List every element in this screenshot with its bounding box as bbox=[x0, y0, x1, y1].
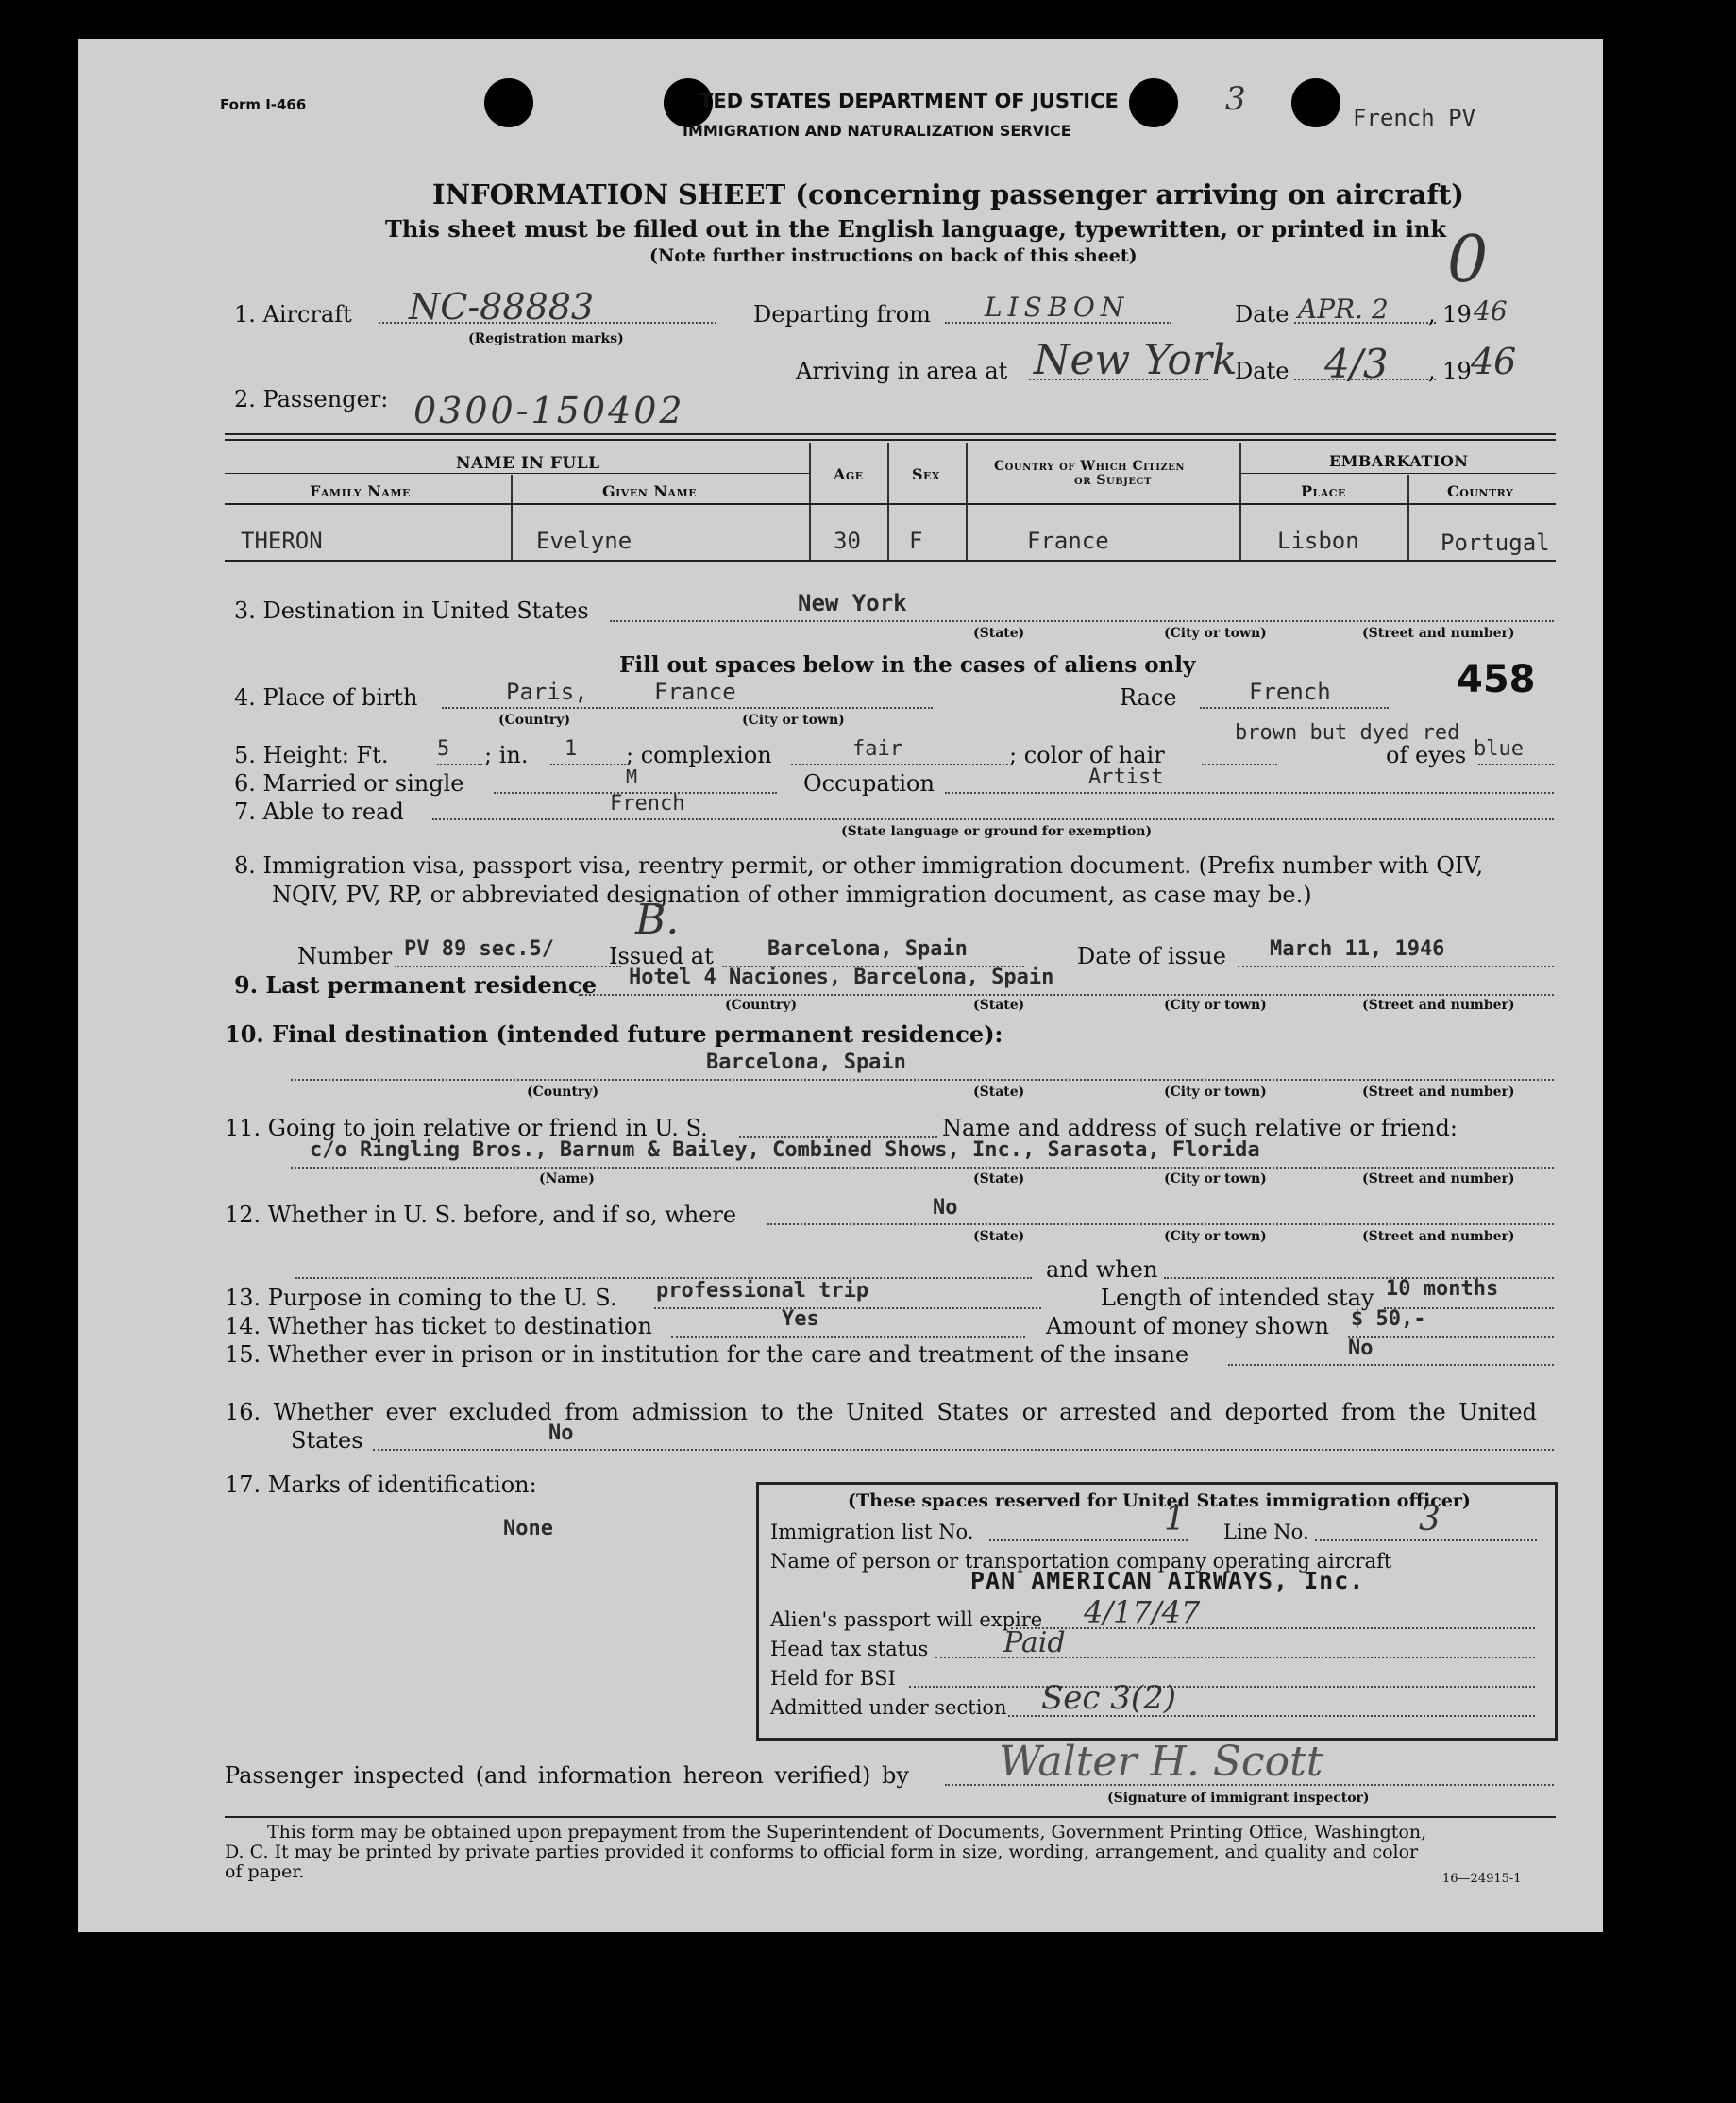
year-arrive: 46 bbox=[1471, 341, 1517, 382]
table-rule bbox=[225, 473, 809, 474]
citizen-header-2: or Subject bbox=[1074, 473, 1152, 488]
married-label: 6. Married or single bbox=[234, 770, 464, 797]
year-prefix: , 19 bbox=[1428, 358, 1472, 384]
hair-value: brown but dyed red bbox=[1235, 721, 1460, 745]
race-label: Race bbox=[1120, 684, 1177, 711]
excluded-text-1: 16. Whether ever excluded from admission to the United States or arrested and deported from the United bbox=[225, 1399, 1537, 1425]
headtax-value: Paid bbox=[1003, 1626, 1066, 1659]
form-number: Form I-466 bbox=[220, 96, 307, 113]
money-value: $ 50,- bbox=[1351, 1307, 1426, 1331]
form-code: 16—24915-1 bbox=[1442, 1872, 1522, 1886]
married-value: M bbox=[626, 765, 638, 788]
ticket-label: 14. Whether has ticket to destination bbox=[225, 1313, 652, 1339]
caption-street: (Street and number) bbox=[1362, 1229, 1515, 1244]
table-rule bbox=[225, 503, 1556, 505]
caption-state: (State) bbox=[973, 1229, 1025, 1244]
destination-value: New York bbox=[798, 590, 907, 616]
embarkation-header: EMBARKATION bbox=[1329, 452, 1469, 470]
bsi-label: Held for BSI bbox=[770, 1667, 896, 1690]
birthplace-label: 4. Place of birth bbox=[234, 684, 418, 711]
join-label-2: Name and address of such relative or friend: bbox=[942, 1115, 1458, 1141]
height-in-value: 1 bbox=[565, 737, 578, 761]
aliens-only-heading: Fill out spaces below in the cases of aliens only bbox=[619, 652, 1196, 678]
bsi-line bbox=[909, 1686, 1535, 1688]
footer-line-1: This form may be obtained upon prepayment from the Superintendent of Documents, Government Printing Office, Washington, bbox=[267, 1822, 1427, 1842]
destination-label: 3. Destination in United States bbox=[234, 597, 589, 624]
residence-line bbox=[579, 994, 1554, 996]
caption-city: (City or town) bbox=[1164, 1229, 1267, 1244]
marks-value: None bbox=[503, 1517, 553, 1540]
q8-text-1: 8. Immigration visa, passport visa, reentry permit, or other immigration document. (Prefix number with QIV, bbox=[234, 852, 1484, 879]
prison-line bbox=[1228, 1364, 1554, 1366]
eyes-value: blue bbox=[1474, 737, 1524, 761]
caption-country: (Country) bbox=[498, 713, 571, 728]
officer-box-header: (These spaces reserved for United States immigration officer) bbox=[848, 1490, 1471, 1511]
caption-country: (Country) bbox=[527, 1085, 599, 1100]
caption-street: (Street and number) bbox=[1362, 1085, 1515, 1100]
stamp-number: 458 bbox=[1457, 658, 1536, 701]
emb-place-value: Lisbon bbox=[1277, 528, 1359, 554]
issued-at-label: Issued at bbox=[609, 943, 714, 969]
caption-street: (Street and number) bbox=[1362, 1171, 1515, 1186]
doc-number-label: Number bbox=[297, 943, 393, 969]
occupation-label: Occupation bbox=[803, 770, 935, 797]
arriving-label: Arriving in area at bbox=[796, 358, 1008, 384]
stay-value: 10 months bbox=[1386, 1277, 1499, 1301]
place-header: Place bbox=[1301, 482, 1346, 500]
eyes-line bbox=[1478, 764, 1554, 765]
issued-at-value: Barcelona, Spain bbox=[767, 937, 968, 961]
race-line bbox=[1200, 707, 1389, 709]
height-ft-line bbox=[437, 764, 482, 765]
sex-header: Sex bbox=[912, 465, 940, 483]
aircraft-label: 1. Aircraft bbox=[234, 301, 352, 328]
family-name-value: THERON bbox=[241, 528, 323, 554]
height-in-line bbox=[550, 764, 626, 765]
ticket-value: Yes bbox=[782, 1307, 819, 1331]
caption-city: (City or town) bbox=[1164, 1085, 1267, 1100]
caption-state: (State) bbox=[973, 998, 1025, 1013]
table-divider bbox=[887, 443, 889, 560]
date-arrive-label: Date bbox=[1235, 358, 1289, 384]
excluded-text-2: States bbox=[291, 1427, 363, 1454]
list-no-value: 1 bbox=[1164, 1500, 1186, 1539]
eyes-label: of eyes bbox=[1386, 742, 1467, 768]
caption-state: (State) bbox=[973, 1085, 1025, 1100]
footer-rule bbox=[225, 1816, 1556, 1818]
occupation-line bbox=[945, 792, 1554, 794]
citizen-header-1: Country of Which Citizen bbox=[994, 459, 1185, 474]
purpose-line bbox=[654, 1307, 1041, 1309]
age-value: 30 bbox=[834, 528, 861, 554]
age-header: Age bbox=[834, 465, 864, 483]
doc-number-line bbox=[395, 966, 621, 967]
form-sheet bbox=[78, 39, 1603, 1932]
footer-line-3: of paper. bbox=[225, 1861, 305, 1882]
caption-name: (Name) bbox=[539, 1171, 595, 1186]
form-note: (Note further instructions on back of this sheet) bbox=[649, 245, 1138, 266]
list-no-line bbox=[989, 1539, 1188, 1541]
emb-country-value: Portugal bbox=[1441, 530, 1550, 556]
q8-text-2: NQIV, PV, RP, or abbreviated designation of other immigration document, as case may be.) bbox=[272, 882, 1312, 908]
destination-line bbox=[610, 620, 1554, 622]
purpose-value: professional trip bbox=[656, 1279, 869, 1303]
sex-value: F bbox=[909, 528, 923, 554]
inspector-signature: Walter H. Scott bbox=[999, 1738, 1323, 1786]
hair-line bbox=[1202, 764, 1277, 765]
signature-caption: (Signature of immigrant inspector) bbox=[1107, 1791, 1370, 1806]
before-value: No bbox=[933, 1196, 958, 1220]
section-label: Admitted under section bbox=[770, 1696, 1007, 1719]
aircraft-value: NC-88883 bbox=[409, 286, 595, 328]
height-label: 5. Height: Ft. bbox=[234, 742, 389, 768]
headtax-label: Head tax status bbox=[770, 1638, 929, 1660]
passport-label: Alien's passport will expire bbox=[770, 1608, 1043, 1631]
join-value-line bbox=[291, 1167, 1554, 1169]
section-value: Sec 3(2) bbox=[1041, 1679, 1177, 1717]
marks-label: 17. Marks of identification: bbox=[225, 1472, 537, 1498]
prison-value: No bbox=[1348, 1337, 1374, 1360]
complexion-label: ; complexion bbox=[626, 742, 772, 768]
table-rule-top2 bbox=[225, 439, 1556, 441]
height-in-label: ; in. bbox=[484, 742, 529, 768]
caption-city: (City or town) bbox=[1164, 1171, 1267, 1186]
birthplace-city: France bbox=[654, 679, 736, 705]
handwritten-mark: 0 bbox=[1447, 223, 1489, 297]
money-label: Amount of money shown bbox=[1046, 1313, 1329, 1339]
table-divider bbox=[1239, 443, 1241, 560]
corner-note: French PV bbox=[1353, 105, 1476, 131]
read-value: French bbox=[610, 792, 685, 816]
agency-line2: IMMIGRATION AND NATURALIZATION SERVICE bbox=[683, 122, 1071, 140]
punch-hole bbox=[1129, 78, 1178, 127]
date-depart-label: Date bbox=[1235, 301, 1289, 328]
agency-line1: TED STATES DEPARTMENT OF JUSTICE bbox=[699, 90, 1119, 112]
excluded-line bbox=[373, 1449, 1554, 1451]
join-label: 11. Going to join relative or friend in U. S. bbox=[225, 1115, 708, 1141]
form-title: INFORMATION SHEET (concerning passenger arriving on aircraft) bbox=[432, 178, 1465, 210]
before-label: 12. Whether in U. S. before, and if so, where bbox=[225, 1202, 737, 1228]
race-value: French bbox=[1249, 679, 1331, 705]
departing-label: Departing from bbox=[753, 301, 931, 328]
caption-street: (Street and number) bbox=[1362, 998, 1515, 1013]
list-no-label: Immigration list No. bbox=[770, 1521, 974, 1543]
year-depart: 46 bbox=[1474, 295, 1508, 327]
read-label: 7. Able to read bbox=[234, 799, 404, 825]
form-subtitle: This sheet must be filled out in the English language, typewritten, or printed in ink bbox=[385, 215, 1446, 243]
read-line bbox=[432, 818, 1554, 820]
residence-value: Hotel 4 Naciones, Barcelona, Spain bbox=[629, 966, 1054, 989]
line-no-line bbox=[1315, 1539, 1537, 1541]
q8-handmark: B. bbox=[635, 896, 680, 944]
table-rule-bottom bbox=[225, 560, 1556, 562]
complexion-line bbox=[791, 764, 1008, 765]
caption-street: (Street and number) bbox=[1362, 626, 1515, 641]
caption-city: (City or town) bbox=[742, 713, 845, 728]
table-divider bbox=[966, 443, 968, 560]
registration-caption: (Registration marks) bbox=[468, 331, 624, 346]
given-name-value: Evelyne bbox=[536, 528, 632, 554]
punch-hole bbox=[484, 78, 533, 127]
arriving-value: New York bbox=[1034, 336, 1238, 384]
birthplace-country: Paris, bbox=[506, 679, 588, 705]
year-prefix: , 19 bbox=[1428, 301, 1472, 328]
line-no-value: 3 bbox=[1419, 1500, 1441, 1539]
and-when-label: and when bbox=[1046, 1256, 1158, 1283]
company-label: Name of person or transportation company operating aircraft bbox=[770, 1550, 1392, 1573]
before-line bbox=[767, 1223, 1554, 1225]
date-arrive-value: 4/3 bbox=[1324, 341, 1389, 387]
family-name-header: Family Name bbox=[310, 482, 411, 500]
caption-city: (City or town) bbox=[1164, 998, 1267, 1013]
caption-state-language: (State language or ground for exemption) bbox=[841, 824, 1153, 839]
company-value: PAN AMERICAN AIRWAYS, Inc. bbox=[970, 1567, 1365, 1594]
given-name-header: Given Name bbox=[602, 482, 698, 500]
prison-label: 15. Whether ever in prison or in institution for the care and treatment of the insane bbox=[225, 1341, 1189, 1368]
table-divider bbox=[1407, 475, 1409, 560]
final-destination-line bbox=[291, 1079, 1554, 1081]
residence-label: 9. Last permanent residence bbox=[234, 971, 597, 999]
join-value: c/o Ringling Bros., Barnum & Bailey, Combined Shows, Inc., Sarasota, Florida bbox=[310, 1138, 1260, 1162]
occupation-value: Artist bbox=[1088, 765, 1164, 789]
inspection-label: Passenger inspected (and information hereon verified) by bbox=[225, 1762, 909, 1789]
table-divider bbox=[809, 443, 811, 560]
complexion-value: fair bbox=[852, 737, 902, 761]
date-issue-line bbox=[1238, 966, 1554, 967]
passenger-number: 0300-150402 bbox=[413, 390, 685, 431]
table-rule bbox=[1239, 473, 1556, 474]
ticket-line bbox=[671, 1336, 1025, 1338]
passenger-label: 2. Passenger: bbox=[234, 386, 389, 412]
corner-mark: 3 bbox=[1225, 80, 1246, 118]
caption-state: (State) bbox=[973, 1171, 1025, 1186]
date-issue-label: Date of issue bbox=[1077, 943, 1226, 969]
caption-city: (City or town) bbox=[1164, 626, 1267, 641]
caption-state: (State) bbox=[973, 626, 1025, 641]
height-ft-value: 5 bbox=[437, 737, 450, 761]
passport-value: 4/17/47 bbox=[1084, 1594, 1201, 1630]
line-no-label: Line No. bbox=[1223, 1521, 1309, 1543]
citizen-value: France bbox=[1027, 528, 1109, 554]
date-depart-value: APR. 2 bbox=[1298, 294, 1389, 325]
country-header: Country bbox=[1447, 482, 1514, 500]
footer-line-2: D. C. It may be printed by private parties provided it conforms to official form in size, wording, arrangement, and quality and color bbox=[225, 1842, 1419, 1862]
name-in-full-header: NAME IN FULL bbox=[456, 454, 600, 473]
date-issue-value: March 11, 1946 bbox=[1270, 937, 1445, 961]
stay-label: Length of intended stay bbox=[1101, 1285, 1374, 1311]
final-destination-value: Barcelona, Spain bbox=[706, 1051, 906, 1074]
birthplace-line bbox=[442, 707, 933, 709]
excluded-value: No bbox=[548, 1422, 574, 1445]
money-line bbox=[1348, 1336, 1554, 1338]
doc-number-value: PV 89 sec.5/ bbox=[404, 937, 554, 961]
punch-hole bbox=[1291, 78, 1340, 127]
table-divider bbox=[511, 475, 513, 560]
purpose-label: 13. Purpose in coming to the U. S. bbox=[225, 1285, 617, 1311]
table-rule-top bbox=[225, 433, 1556, 435]
departing-value: LISBON bbox=[985, 292, 1130, 323]
hair-label: ; color of hair bbox=[1009, 742, 1165, 768]
caption-country: (Country) bbox=[725, 998, 798, 1013]
final-destination-label: 10. Final destination (intended future permanent residence): bbox=[225, 1020, 1003, 1048]
